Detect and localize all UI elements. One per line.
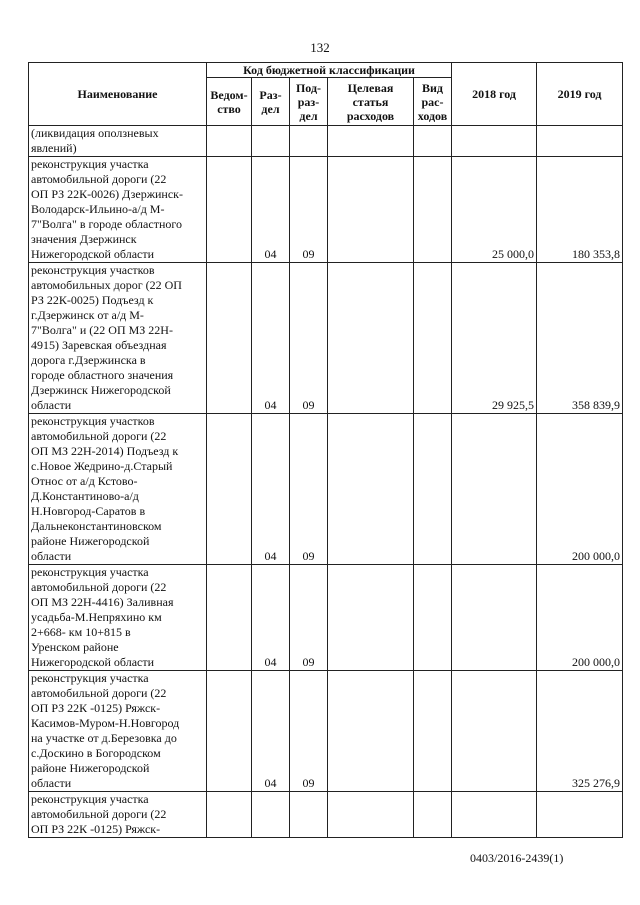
row-2018 [452,792,537,838]
row-name: реконструкция участков автомобильных дорог (22 ОП РЗ 22К-0025) Подъезд к г.Дзержинск от а/д М- 7"Волга" и (22 ОП МЗ 22Н- 4915) Заревская объездная дорога г.Дзержинска в городе областного значения Дзержинск Нижегородской области [29,263,207,414]
header-razdel: Раз- дел [252,78,290,126]
row-podrazdel: 09 [290,157,328,263]
row-2018 [452,126,537,157]
header-name: Наименование [29,63,207,126]
header-vedomstvo: Ведом- ство [207,78,252,126]
row-name: реконструкция участков автомобильной дороги (22 ОП МЗ 22Н-2014) Подъезд к с.Новое Жедрино-д.Старый Относ от а/д Кстово- Д.Константиново-а/д Н.Новгород-Саратов в Дальнеконстантиновском районе Нижегородской области [29,414,207,565]
row-vedomstvo [207,263,252,414]
row-statya [328,126,414,157]
row-statya [328,157,414,263]
row-name: реконструкция участка автомобильной дороги (22 ОП МЗ 22Н-4416) Заливная усадьба-М.Непряхино км 2+668- км 10+815 в Уренском районе Нижегородской области [29,565,207,671]
row-vedomstvo [207,565,252,671]
row-2018: 29 925,5 [452,263,537,414]
row-name: реконструкция участка автомобильной дороги (22 ОП РЗ 22К -0125) Ряжск- [29,792,207,838]
row-podrazdel [290,792,328,838]
row-name: реконструкция участка автомобильной дороги (22 ОП РЗ 22К-0026) Дзержинск- Володарск-Ильино-а/д М- 7"Волга" в городе областного значения Дзержинск Нижегородской области [29,157,207,263]
row-razdel: 04 [252,263,290,414]
row-razdel: 04 [252,565,290,671]
row-2019 [537,126,623,157]
document-code: 0403/2016-2439(1) [470,851,564,865]
header-vid: Вид рас- ходов [414,78,452,126]
row-2019 [537,792,623,838]
row-2019: 325 276,9 [537,671,623,792]
row-statya [328,263,414,414]
row-statya [328,414,414,565]
row-podrazdel: 09 [290,671,328,792]
row-podrazdel [290,126,328,157]
row-vid [414,565,452,671]
row-2018 [452,565,537,671]
table-row [29,414,623,565]
row-2018 [452,671,537,792]
header-budget-code-group: Код бюджетной классификации [207,63,452,78]
row-2018: 25 000,0 [452,157,537,263]
page-number: 132 [310,40,330,55]
table-row [29,263,623,414]
row-vedomstvo [207,157,252,263]
table-row [29,126,623,157]
row-2019: 358 839,9 [537,263,623,414]
table-row [29,671,623,792]
row-vid [414,671,452,792]
row-vedomstvo [207,792,252,838]
row-razdel [252,126,290,157]
row-vid [414,792,452,838]
row-name: реконструкция участка автомобильной дороги (22 ОП РЗ 22К -0125) Ряжск- Касимов-Муром-Н.Новгород на участке от д.Березовка до с.Доскино в Богородском районе Нижегородской области [29,671,207,792]
row-statya [328,792,414,838]
row-2018 [452,414,537,565]
row-podrazdel: 09 [290,414,328,565]
row-vedomstvo [207,414,252,565]
row-vid [414,126,452,157]
row-statya [328,671,414,792]
table-row [29,157,623,263]
row-name: (ликвидация оползневых явлений) [29,126,207,157]
budget-table [28,62,623,838]
row-razdel [252,792,290,838]
row-2019: 200 000,0 [537,565,623,671]
row-razdel: 04 [252,157,290,263]
row-2019: 200 000,0 [537,414,623,565]
header-2018: 2018 год [452,63,537,126]
row-vid [414,263,452,414]
row-2019: 180 353,8 [537,157,623,263]
row-podrazdel: 09 [290,565,328,671]
row-razdel: 04 [252,671,290,792]
row-podrazdel: 09 [290,263,328,414]
row-vedomstvo [207,671,252,792]
row-razdel: 04 [252,414,290,565]
row-vid [414,157,452,263]
header-statya: Целевая статья расходов [328,78,414,126]
row-vedomstvo [207,126,252,157]
header-podrazdel: Под- раз- дел [290,78,328,126]
row-statya [328,565,414,671]
row-vid [414,414,452,565]
table-row [29,792,623,838]
header-2019: 2019 год [537,63,623,126]
table-row [29,565,623,671]
